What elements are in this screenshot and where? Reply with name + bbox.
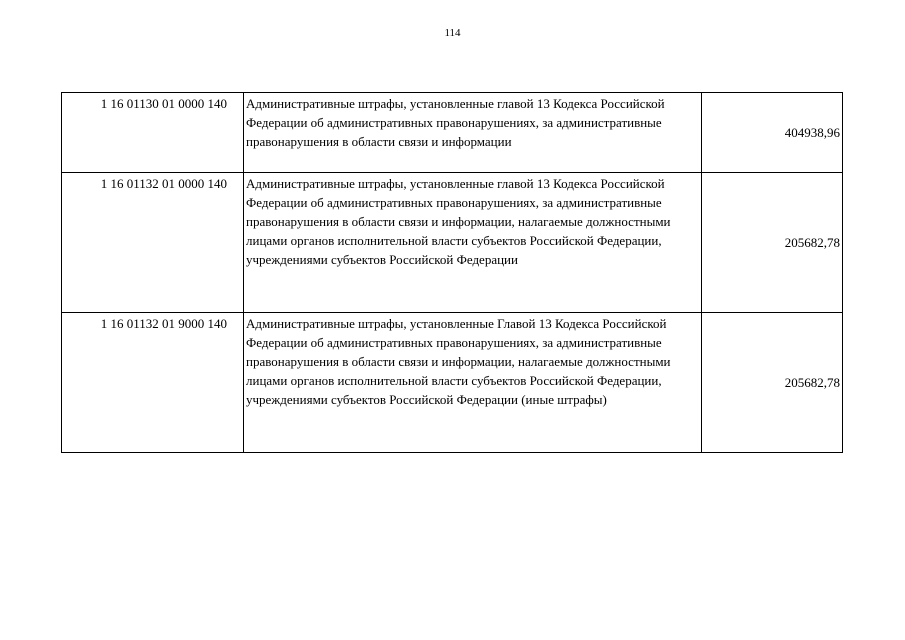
table-row bbox=[62, 93, 843, 173]
table-row bbox=[62, 173, 843, 313]
table-row bbox=[62, 313, 843, 453]
budget-code: 1 16 01132 01 0000 140 bbox=[62, 173, 244, 313]
page-number: 114 bbox=[444, 27, 461, 39]
revenue-amount: 205682,78 bbox=[702, 173, 843, 313]
revenue-amount: 205682,78 bbox=[702, 313, 843, 453]
revenue-description: Административные штрафы, установленные главой 13 Кодекса Российской Федерации об административных правонарушениях, за административные правонарушения в области связи и информации bbox=[244, 93, 702, 173]
revenue-amount: 404938,96 bbox=[702, 93, 843, 173]
revenue-description: Административные штрафы, установленные Главой 13 Кодекса Российской Федерации об административных правонарушениях, за административные правонарушения в области связи и информации, налагаемые должностными лицами органов исполнительной власти субъектов Российской Федерации, учреждениями субъектов Российской Федерации (иные штрафы) bbox=[244, 313, 702, 453]
budget-code: 1 16 01132 01 9000 140 bbox=[62, 313, 244, 453]
revenue-table bbox=[61, 92, 843, 453]
revenue-description: Административные штрафы, установленные главой 13 Кодекса Российской Федерации об административных правонарушениях, за административные правонарушения в области связи и информации, налагаемые должностными лицами органов исполнительной власти субъектов Российской Федерации, учреждениями субъектов Российской Федерации bbox=[244, 173, 702, 313]
budget-code: 1 16 01130 01 0000 140 bbox=[62, 93, 244, 173]
